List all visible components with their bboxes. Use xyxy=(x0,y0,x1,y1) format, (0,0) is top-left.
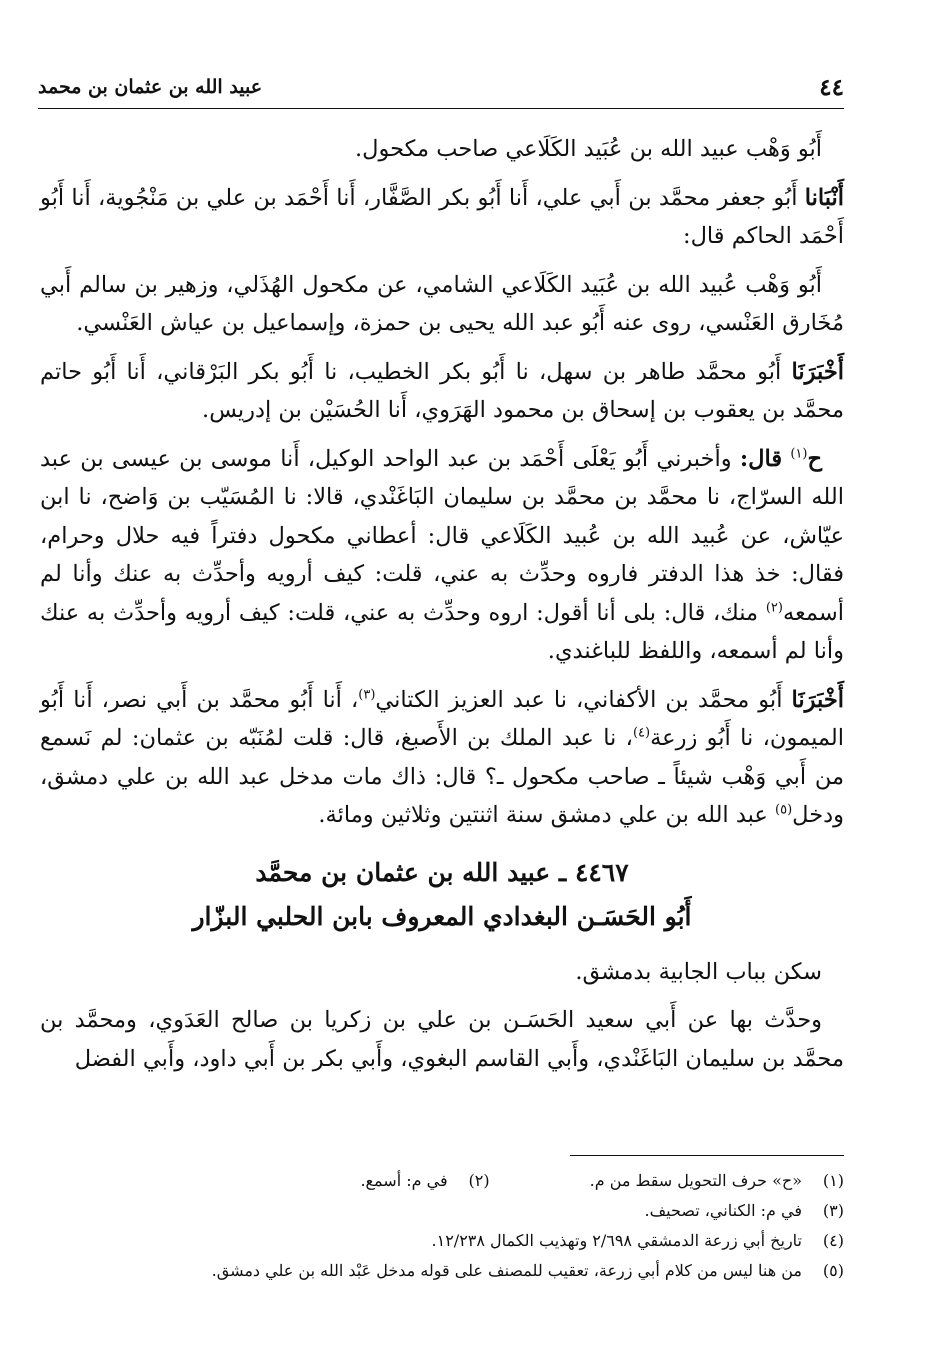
paragraph-text: سكن بباب الجابية بدمشق. xyxy=(575,958,822,985)
entry-subtitle: أَبُو الحَسَـن البغدادي المعروف بابن الحلبي البزّار xyxy=(192,901,692,931)
footnote-row xyxy=(40,1256,844,1286)
footnote-number: (٥) xyxy=(822,1261,844,1280)
paragraph-text: ، نا عبد الملك بن الأَصبغ، قال: قلت لمُنَبّه بن عثمان: لم نَسمع من أَبي وَهْب شيئاً ـ صاحب مكحول ـ؟ قال: ذاك مات مدخل عبد الله بن علي دمشق، ودخل xyxy=(40,725,844,828)
transmission-keyword: أَخْبَرَنَا xyxy=(791,686,844,713)
footnote-row xyxy=(40,1226,844,1256)
paragraph-text: أَبُو جعفر محمَّد بن أَبي علي، أَنا أَبُو بكر الصَّفَّار، أَنا أَحْمَد بن علي بن مَنْجُوية، أَنا أَبُو أَحْمَد الحاكم قال: xyxy=(40,184,844,249)
paragraph-2 xyxy=(40,179,844,256)
paragraph-text: عبد الله بن علي دمشق سنة اثنتين وثلاثين ومائة. xyxy=(318,802,768,828)
footnote-text: من هنا ليس من كلام أبي زرعة، تعقيب للمصنف على قوله مدخل عَبْد الله بن علي دمشق. xyxy=(211,1261,802,1280)
footnote-text: تاريخ أبي زرعة الدمشقي ٢/٦٩٨ وتهذيب الكمال ١٢/٢٣٨. xyxy=(431,1231,802,1250)
paragraph-6 xyxy=(40,681,844,835)
paragraph-3 xyxy=(40,266,844,343)
footnotes xyxy=(40,1166,844,1286)
footnote-ref: (٢) xyxy=(765,600,783,615)
paragraph-1 xyxy=(40,130,844,169)
footnote-text: في م: الكناني، تصحيف. xyxy=(644,1201,802,1220)
paragraph-text: وأخبرني أَبُو يَعْلَى أَحْمَد بن عبد الواحد الوكيل، أَنا موسى بن عيسى بن عبد الله السرّاج، نا محمَّد بن محمَّد بن سليمان البَاغَنْدي، قالا: نا المُسَيّب بن وَاضح، نا ابن عيّاش، عن عُبيد الله بن عُبيد الكَلَاعي قال: أعطاني مكحول دفتراً فيه حلال وحرام، فقال: خذ هذا الدفتر فاروه وحدِّث به عني، قلت: كيف أرويه وأحدِّث به عنك وأنا لم أسمعه xyxy=(40,445,844,626)
page-number: ٤٤ xyxy=(819,74,844,101)
paragraph-text: منك، قال: بلى أنا أقول: اروه وحدِّث به عني، قلت: كيف أرويه وأحدِّث به عنك وأنا لم أسمعه، واللفظ للباغندي. xyxy=(40,599,844,664)
paragraph-text: أَبُو وَهْب عبيد الله بن عُبَيد الكَلَاعي صاحب مكحول. xyxy=(354,136,822,162)
main-text xyxy=(40,130,844,1088)
footnote-ref: (١) xyxy=(790,446,808,461)
paragraph-text: أَبُو وَهْب عُبيد الله بن عُبَيد الكَلَاعي الشامي، عن مكحول الهُذَلي، وزهير بن سالم أَبي مُخَارق العَنْسي، روى عنه أَبُو عبد الله يحيى بن حمزة، وإسماعيل بن عياش العَنْسي. xyxy=(40,271,844,336)
paragraph-text: أَبُو محمَّد طاهر بن سهل، نا أَبُو بكر الخطيب، نا أَبُو بكر البَرْقاني، أَنا أَبُو حاتم محمَّد بن يعقوب بن إسحاق بن محمود الهَرَوي، أَنا الحُسَيْن بن إدريس. xyxy=(40,358,844,423)
footnote-number: (٣) xyxy=(822,1201,844,1220)
footnote-ref: (٤) xyxy=(632,725,651,741)
paragraph-text: ، أَنا أَبُو محمَّد بن أَبي نصر، أَنا أَبُو الميمون، نا أَبُو زرعة xyxy=(40,686,844,751)
footnote-ref: (٥) xyxy=(775,802,793,818)
transmission-keyword: أَخْبَرَنَا xyxy=(791,358,844,385)
footnote-number: (١) xyxy=(822,1171,844,1190)
section-paragraph-1 xyxy=(40,953,844,992)
section-paragraph-2 xyxy=(40,1001,844,1078)
tahwil-marker: ح xyxy=(807,445,822,472)
footnote-number: (٢) xyxy=(468,1171,490,1190)
section-heading xyxy=(40,851,844,939)
running-title: عبيد الله بن عثمان بن محمد xyxy=(38,76,263,98)
footnote-text: في م: أسمع. xyxy=(360,1171,448,1190)
transmission-keyword: أَنْبَانا xyxy=(804,184,844,211)
paragraph-text: أَبُو محمَّد بن الأكفاني، نا عبد العزيز الكتاني xyxy=(375,686,783,713)
footnote-rule xyxy=(570,1155,844,1156)
paragraph-4 xyxy=(40,353,844,430)
footnote-ref: (٣) xyxy=(358,687,376,702)
header-rule xyxy=(38,108,844,109)
paragraph-5 xyxy=(40,440,844,671)
page-header xyxy=(38,74,844,106)
footnote-text: «ح» حرف التحويل سقط من م. xyxy=(589,1171,802,1190)
paragraph-text: وحدَّث بها عن أَبي سعيد الحَسَـن بن علي بن زكريا بن صالح العَدَوي، ومحمَّد بن محمَّد بن سليمان البَاغَنْدي، وأَبي القاسم البغوي، وأَبي بكر بن أَبي داود، وأَبي الفضل xyxy=(40,1007,844,1072)
footnote-number: (٤) xyxy=(822,1231,844,1250)
qala-keyword: قال: xyxy=(739,445,783,472)
entry-title: ٤٤٦٧ ـ عبيد الله بن عثمان بن محمَّد xyxy=(255,857,629,887)
footnote-row xyxy=(40,1196,844,1226)
footnote-row xyxy=(40,1166,844,1196)
